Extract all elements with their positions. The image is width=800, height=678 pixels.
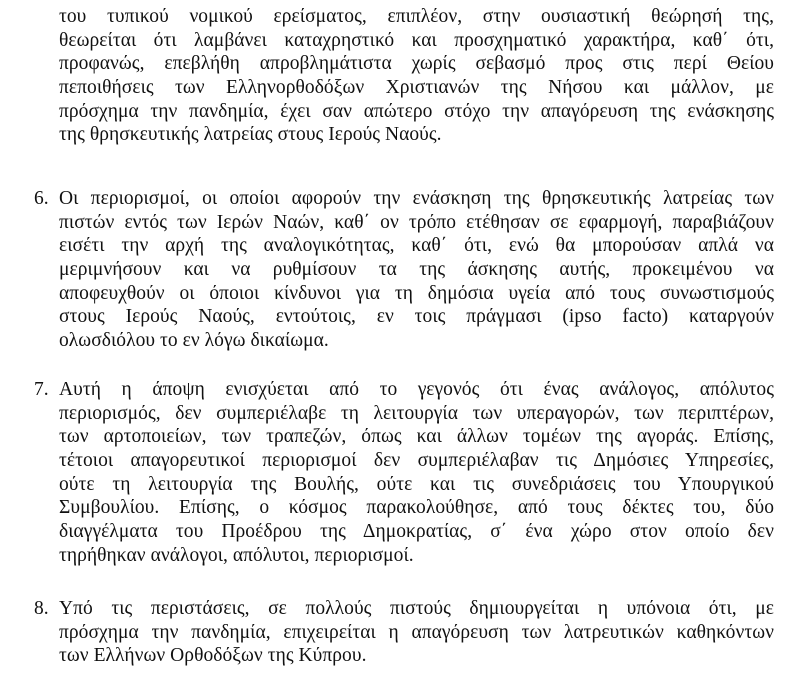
text-line: μεριμνήσουν και να ρυθμίσουν τα της άσκησης αυτής, προκειμένου να [59,259,774,281]
text-line: των αρτοποιείων, των τραπεζών, όπως και άλλων τομέων της αγοράς. Επίσης, [59,426,774,448]
text-line: προφανώς, επεβλήθη απροβλημάτιστα χωρίς σεβασμό προς στις περί Θείου [59,53,774,75]
text-line: αποφευχθούν οι όποιοι κίνδυνοι για τη δημόσια υγεία από τους συνωστισμούς [59,282,774,304]
paragraph-body [59,597,774,668]
paragraph-body [59,187,774,353]
text-line: Οι περιορισμοί, οι οποίοι αφορούν την ενάσκηση της θρησκευτικής λατρείας των [59,188,774,209]
text-line: ούτε τη λειτουργία της Βουλής, ούτε και τις συνεδριάσεις του Υπουργικού [59,473,774,495]
text-line: πρόσχημα την πανδημία, έχει σαν απώτερο στόχο την απαγόρευση της ενάσκησης [59,100,774,122]
text-line: διαγγέλματα του Προέδρου της Δημοκρατίας, σ΄ ένα χώρο στον οποίο δεν [59,521,774,543]
text-line: εισέτι την αρχή της αναλογικότητας, καθ΄ ότι, ενώ θα μπορούσαν απλά να [59,235,774,257]
text-line: στους Ιερούς Ναούς, εντούτοις, εν τοις πράγμασι (ipso facto) καταργούν [59,306,774,328]
text-line: του τυπικού νομικού ερείσματος, επιπλέον, στην ουσιαστική θεώρησή της, [59,6,774,27]
text-line: τέτοιοι απαγορευτικοί περιορισμοί δεν συμπεριέλαβαν τις Δημόσιες Υπηρεσίες, [59,450,774,472]
text-line: των Ελλήνων Ορθοδόξων της Κύπρου. [59,645,367,667]
text-line: Αυτή η άποψη ενισχύεται από το γεγονός ότι ένας ανάλογος, απόλυτος [59,379,774,400]
text-line: πρόσχημα την πανδημία, επιχειρείται η απαγόρευση των λατρευτικών καθηκόντων [59,621,774,643]
text-line: θεωρείται ότι λαμβάνει καταχρηστικό και προσχηματικό χαρακτήρα, καθ΄ ότι, [59,29,774,51]
paragraph-number: 6. [34,188,49,209]
paragraph-body [59,378,774,568]
text-line: Συμβουλίου. Επίσης, ο κόσμος παρακολούθησε, από τους δέκτες του, δύο [59,497,774,519]
text-line: τηρήθηκαν ανάλογοι, απόλυτοι, περιορισμοί. [59,544,414,566]
text-line: περιορισμός, δεν συμπεριέλαβε τη λειτουργία των υπεραγορών, των περιπτέρων, [59,402,774,424]
text-line: ολωσδιόλου το εν λόγω δικαίωμα. [59,330,329,352]
paragraph-number: 7. [34,379,49,400]
text-line: πεποιθήσεις των Ελληνορθοδόξων Χριστιανών της Νήσου και μάλλον, με [59,77,774,99]
paragraph-body [59,5,774,147]
paragraph-number: 8. [34,598,49,619]
text-line: πιστών εντός των Ιερών Ναών, καθ΄ ον τρόπο ετέθησαν σε εφαρμογή, παραβιάζουν [59,211,774,233]
text-line: Υπό τις περιστάσεις, σε πολλούς πιστούς δημιουργείται η υπόνοια ότι, με [59,598,774,619]
text-line: της θρησκευτικής λατρείας στους Ιερούς Ναούς. [59,124,442,146]
